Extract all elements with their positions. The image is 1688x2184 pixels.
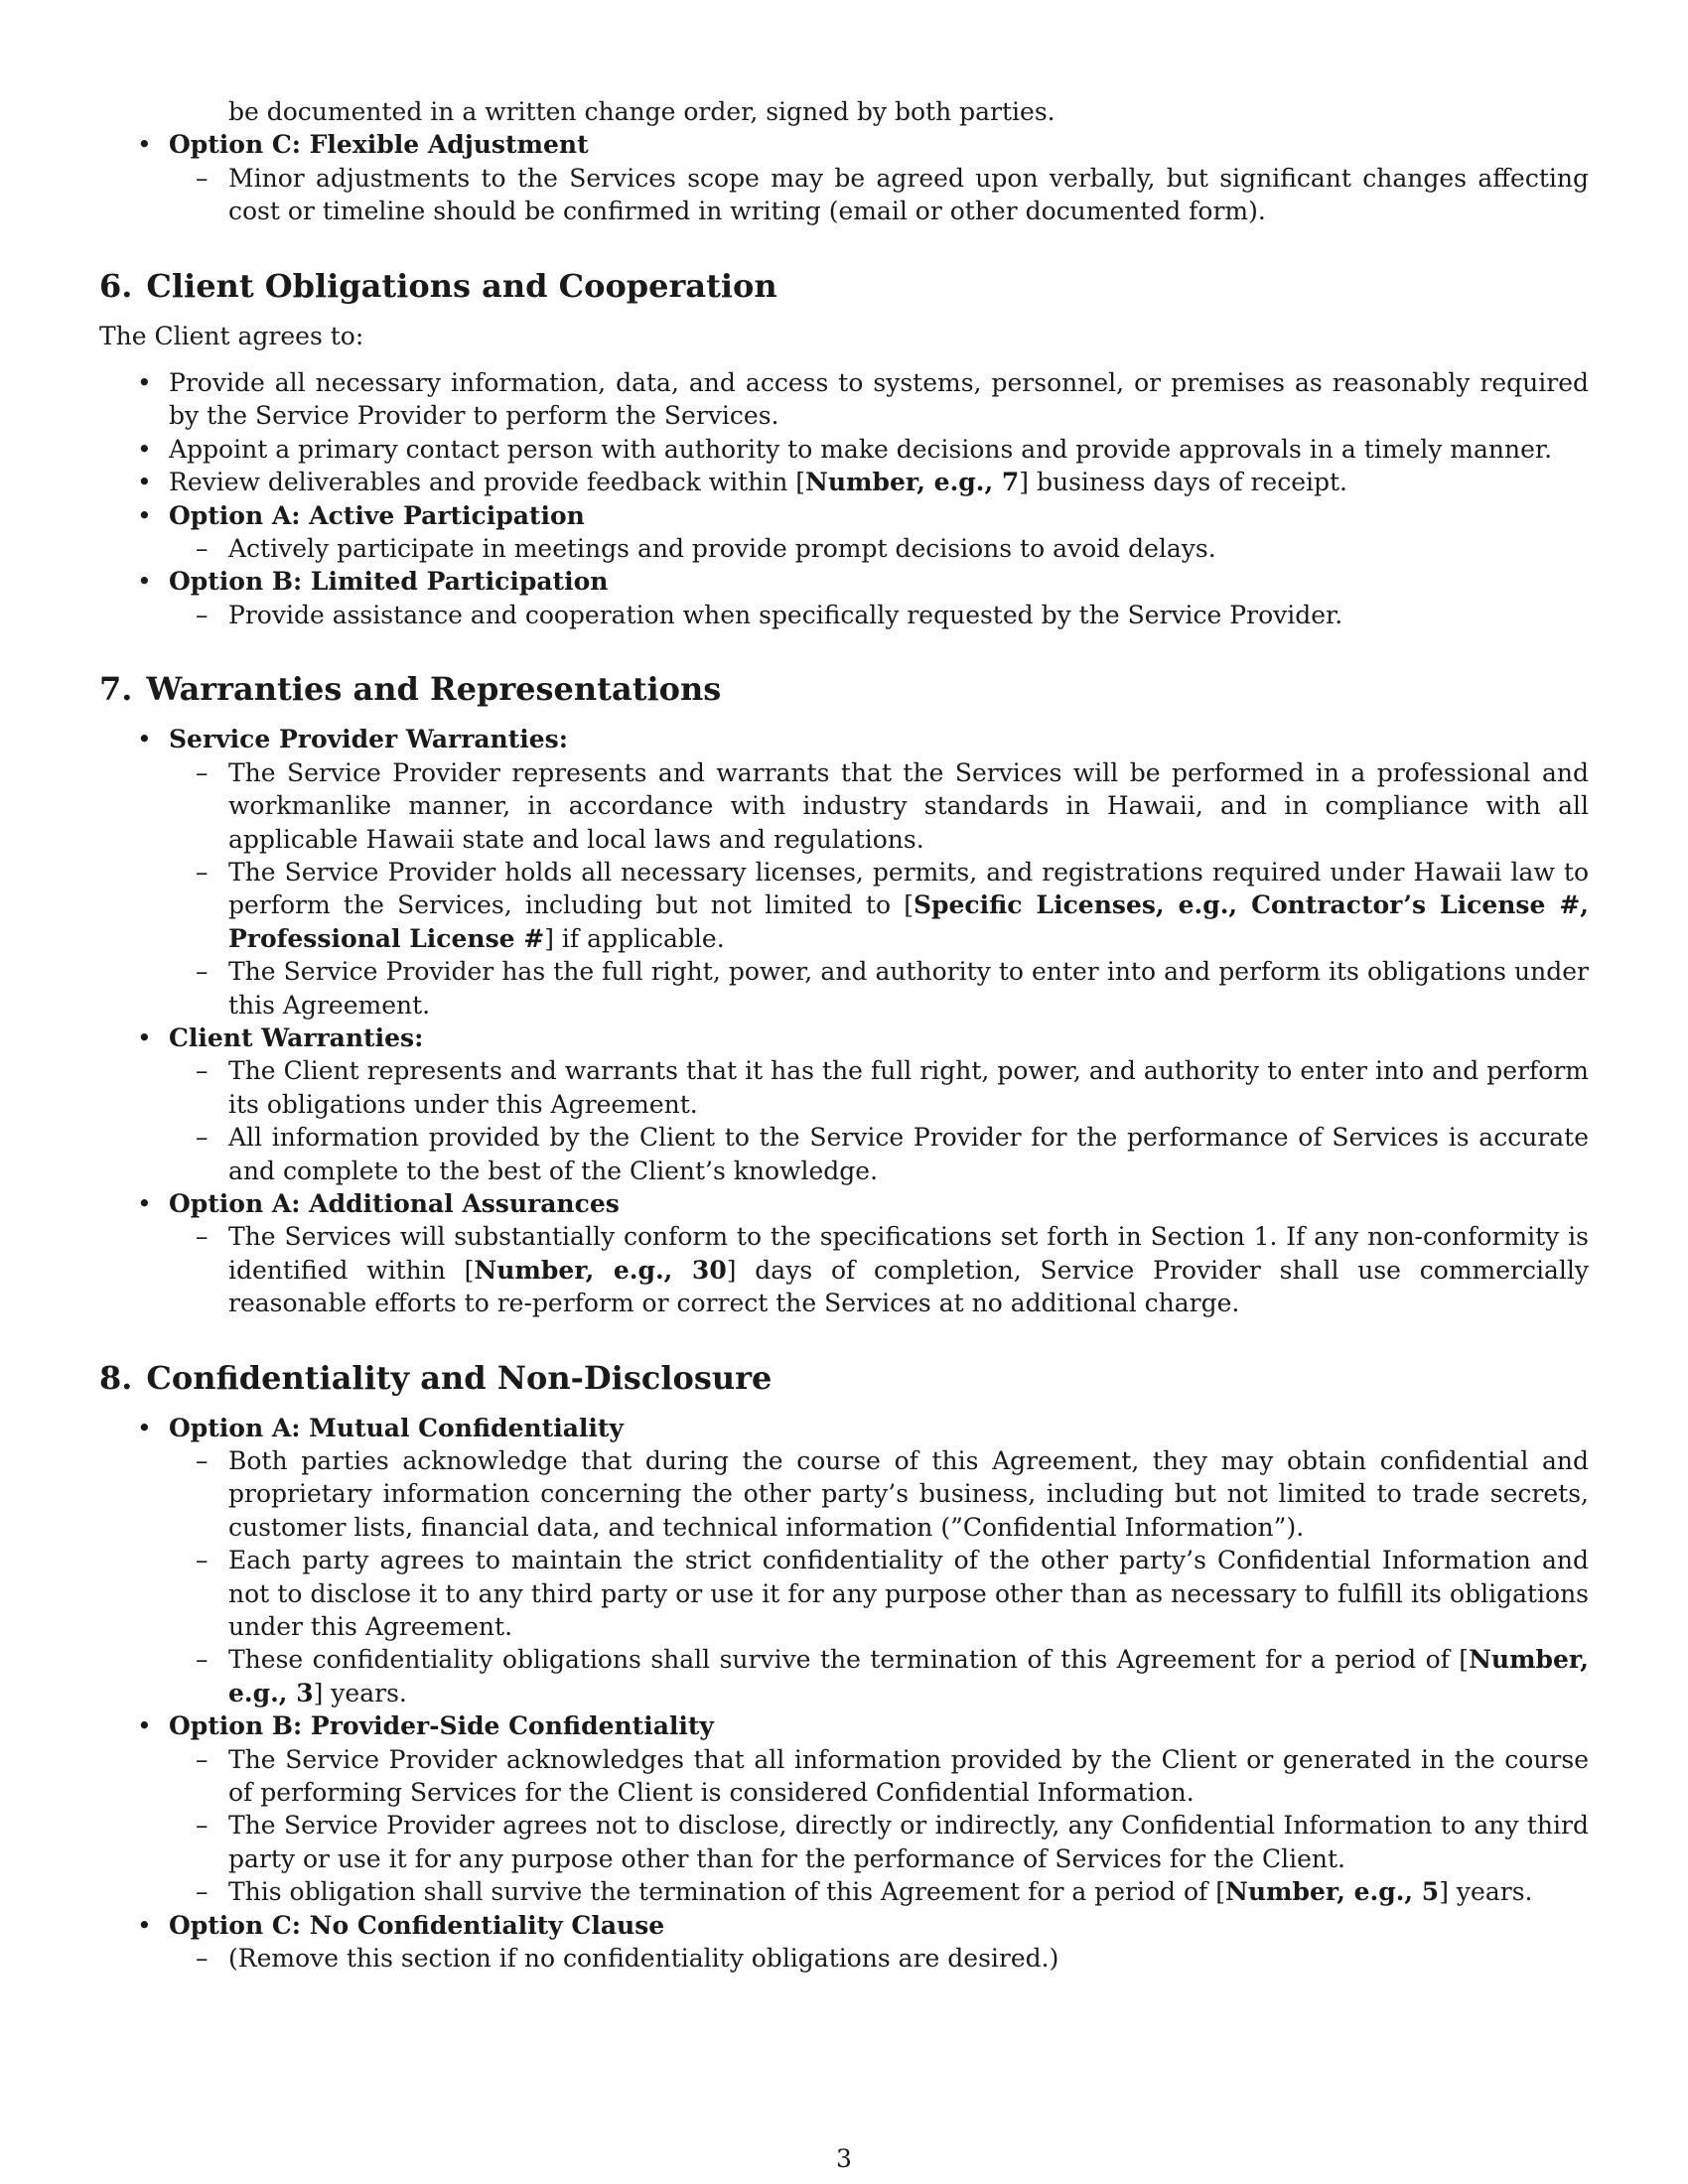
- list-item: [99, 723, 1589, 1022]
- option-title: Client Warranties:: [169, 1023, 424, 1052]
- section-heading: 7. Warranties and Representations: [99, 670, 722, 709]
- list-item: – This obligation shall survive the termination of this Agreement for a period of [Number, e.g., 5] years.: [169, 1875, 1589, 1908]
- list-item: – Provide assistance and cooperation when specifically requested by the Service Provider.: [169, 599, 1589, 631]
- option-title: Option A: Additional Assurances: [169, 1188, 620, 1218]
- list-item: – The Service Provider represents and warrants that the Services will be performed in a professional and workmanlike manner, in accordance with industry standards in Hawaii, and in compliance with all applicable Hawaii state and local laws and regulations.: [169, 756, 1589, 856]
- list-item: – Each party agrees to maintain the strict confidentiality of the other party’s Confidential Information and not to disclose it to any third party or use it for any purpose other than as necessary to fulfill its obligations under this Agreement.: [169, 1544, 1589, 1643]
- list-item: [99, 1022, 1589, 1187]
- bullet-list: [99, 366, 1589, 631]
- list-item: – The Service Provider agrees not to disclose, directly or indirectly, any Confidential Information to any third party or use it for any purpose other than for the performance of Services for the Client.: [169, 1809, 1589, 1875]
- list-item: [99, 1187, 1589, 1320]
- section-7: [99, 669, 1589, 1319]
- list-item: – These confidentiality obligations shall survive the termination of this Agreement for a period of [Number, e.g., 3] years.: [169, 1643, 1589, 1709]
- continuation-list: [99, 128, 1589, 227]
- list-item: • Appoint a primary contact person with authority to make decisions and provide approvals in a timely manner.: [99, 433, 1589, 466]
- list-item: – Minor adjustments to the Services scope may be agreed upon verbally, but significant changes affecting cost or timeline should be confirmed in writing (email or other documented form).: [169, 162, 1589, 228]
- bullet-list: [99, 1412, 1589, 1976]
- list-item: [99, 128, 1589, 227]
- list-item: [99, 1412, 1589, 1710]
- section-8: [99, 1358, 1589, 1976]
- list-item: [99, 499, 1589, 566]
- list-item: – The Services will substantially conform to the specifications set forth in Section 1. If any non-conformity is identified within [Number, e.g., 30] days of completion, Service Provider shall use commercially reasonable efforts to re-perform or correct the Services at no additional charge.: [169, 1220, 1589, 1319]
- list-item: • Provide all necessary information, data, and access to systems, personnel, or premises as reasonably required by the Service Provider to perform the Services.: [99, 366, 1589, 433]
- list-item: – The Service Provider holds all necessary licenses, permits, and registrations required under Hawaii law to perform the Services, including but not limited to [Specific Licenses, e.g., Contractor’s License #, Professional License #] if applicable.: [169, 856, 1589, 955]
- section-heading: 6. Client Obligations and Cooperation: [99, 266, 777, 305]
- option-title: Option A: Mutual Confidentiality: [169, 1413, 624, 1442]
- option-title: Option B: Limited Participation: [169, 567, 609, 597]
- option-title: Option C: No Confidentiality Clause: [169, 1910, 665, 1940]
- list-item: – Actively participate in meetings and provide prompt decisions to avoid delays.: [169, 532, 1589, 565]
- section-intro: The Client agrees to:: [99, 321, 364, 350]
- list-item: – The Service Provider acknowledges that all information provided by the Client or generated in the course of performing Services for the Client is considered Confidential Information.: [169, 1743, 1589, 1810]
- option-title: Option C: Flexible Adjustment: [169, 130, 589, 160]
- continuation-text: be documented in a written change order, signed by both parties.: [228, 97, 1055, 126]
- bullet-list: [99, 723, 1589, 1319]
- section-heading: 8. Confidentiality and Non-Disclosure: [99, 1358, 773, 1397]
- list-item: – Both parties acknowledge that during the course of this Agreement, they may obtain confidential and proprietary information concerning the other party’s business, including but not limited to trade secrets, customer lists, financial data, and technical information (”Confidential Information”).: [169, 1444, 1589, 1544]
- list-item: – The Service Provider has the full right, power, and authority to enter into and perform its obligations under this Agreement.: [169, 955, 1589, 1022]
- page-number: 3: [836, 2144, 852, 2173]
- list-item: [99, 1709, 1589, 1908]
- list-item: – (Remove this section if no confidentiality obligations are desired.): [169, 1942, 1589, 1975]
- list-item: [99, 565, 1589, 631]
- document-page: [99, 95, 1589, 1976]
- option-title: Option B: Provider-Side Confidentiality: [169, 1711, 714, 1741]
- list-item: • Review deliverables and provide feedback within [Number, e.g., 7] business days of receipt.: [99, 466, 1589, 498]
- section-6: [99, 266, 1589, 632]
- option-title: Service Provider Warranties:: [169, 725, 568, 754]
- option-title: Option A: Active Participation: [169, 500, 585, 530]
- list-item: [99, 1909, 1589, 1976]
- list-item: – All information provided by the Client to the Service Provider for the performance of Services is accurate and complete to the best of the Client’s knowledge.: [169, 1121, 1589, 1187]
- list-item: – The Client represents and warrants that it has the full right, power, and authority to enter into and perform its obligations under this Agreement.: [169, 1054, 1589, 1121]
